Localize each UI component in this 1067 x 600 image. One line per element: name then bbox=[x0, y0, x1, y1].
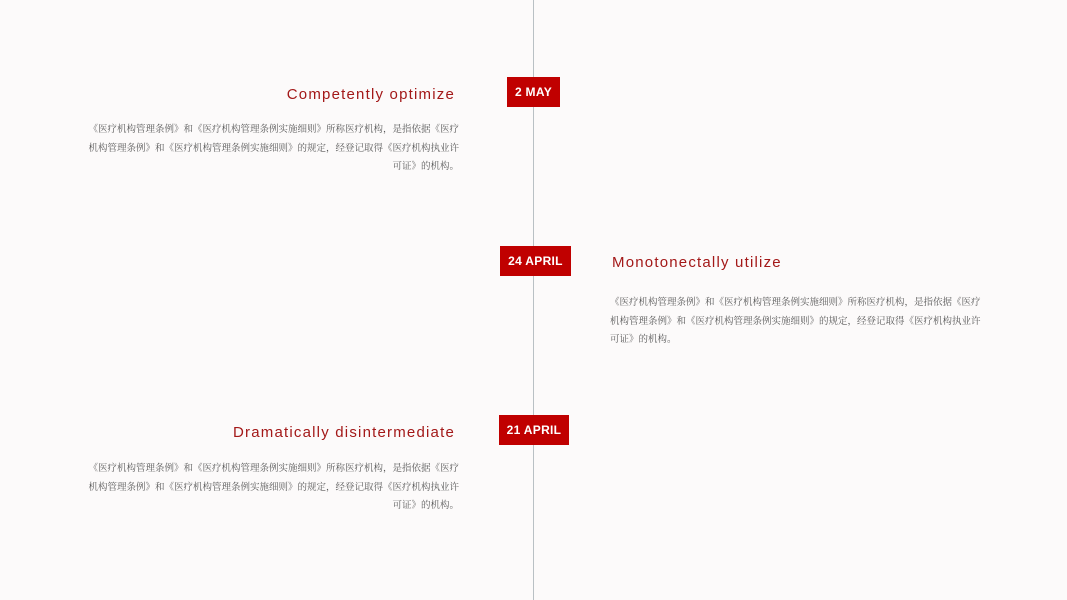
entry-body-2: 《医疗机构管理条例》和《医疗机构管理条例实施细则》所称医疗机构，是指依据《医疗机构管理条例》和《医疗机构管理条例实施细则》的规定，经登记取得《医疗机构执业许可证》的机构。 bbox=[610, 297, 981, 345]
entry-title-3: Dramatically disintermediate bbox=[232, 424, 455, 441]
entry-body-3: 《医疗机构管理条例》和《医疗机构管理条例实施细则》所称医疗机构，是指依据《医疗机构管理条例》和《医疗机构管理条例实施细则》的规定，经登记取得《医疗机构执业许可证》的机构。 bbox=[88, 463, 459, 511]
entry-body-1: 《医疗机构管理条例》和《医疗机构管理条例实施细则》所称医疗机构，是指依据《医疗机构管理条例》和《医疗机构管理条例实施细则》的规定，经登记取得《医疗机构执业许可证》的机构。 bbox=[88, 124, 459, 172]
date-badge-2: 24 APRIL bbox=[500, 246, 571, 276]
entry-title-2: Monotonectally utilize bbox=[612, 254, 782, 271]
entry-title-1: Competently optimize bbox=[286, 86, 455, 103]
date-badge-3: 21 APRIL bbox=[499, 415, 569, 445]
date-badge-1: 2 MAY bbox=[507, 77, 560, 107]
